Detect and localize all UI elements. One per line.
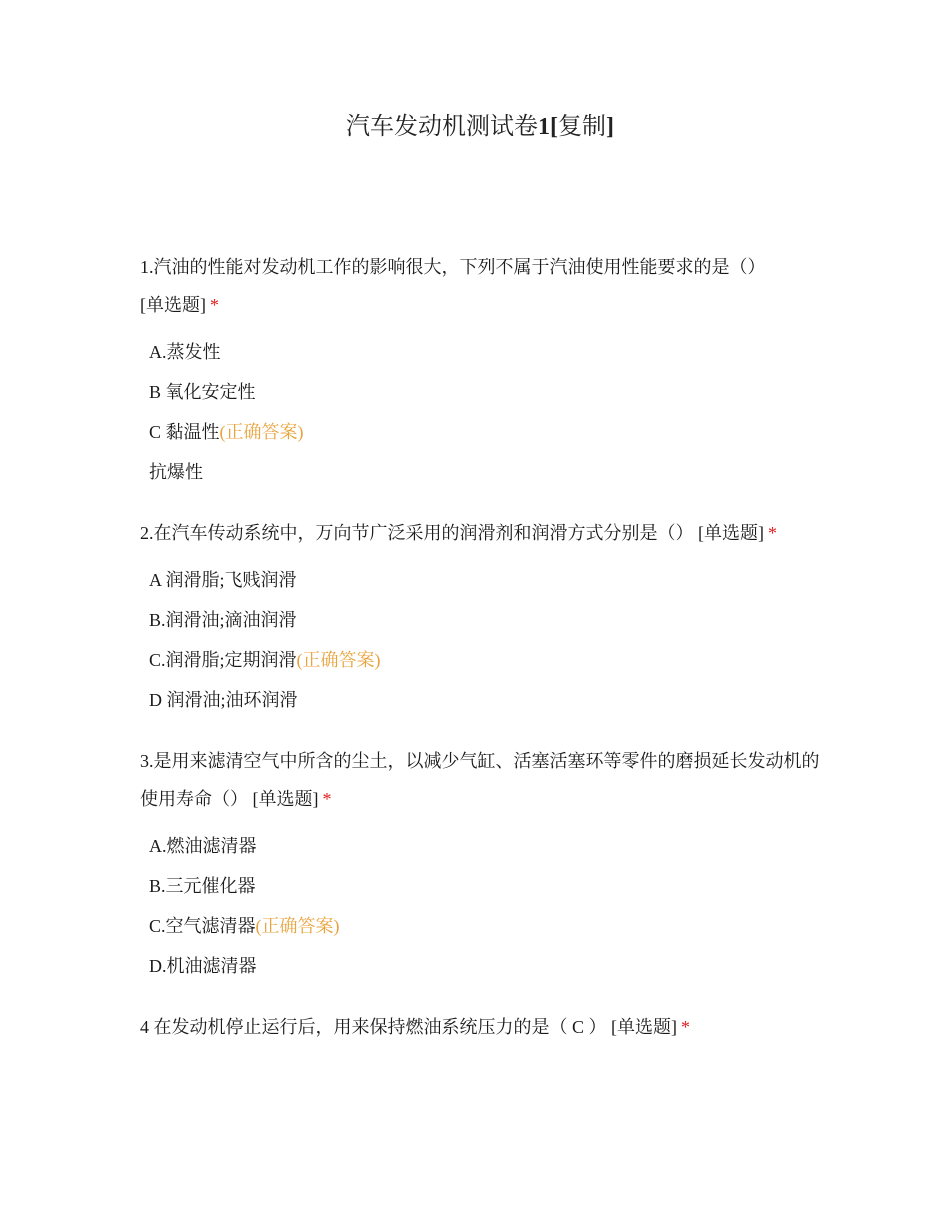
option-label: B.三元催化器 (149, 876, 256, 896)
question-type: [单选题] (611, 1017, 678, 1037)
option-a[interactable] (149, 560, 820, 600)
correct-answer-mark: (正确答案) (296, 650, 381, 670)
option-label: C 黏温性 (149, 422, 220, 442)
correct-answer-mark: (正确答案) (255, 916, 340, 936)
question-stem: 4 在发动机停止运行后，用来保持燃油系统压力的是（ C ） (140, 1017, 612, 1037)
option-d[interactable] (149, 680, 820, 720)
question-stem: 3.是用来滤清空气中所含的尘土，以减少气缸、活塞活塞环等零件的磨损延长发动机的使用寿命（） (140, 751, 820, 809)
option-c[interactable] (149, 640, 820, 680)
option-c[interactable] (149, 906, 820, 946)
option-d[interactable] (149, 452, 820, 492)
question-1 (140, 248, 820, 492)
option-label: A.燃油滤清器 (149, 836, 257, 856)
option-a[interactable] (149, 332, 820, 372)
question-stem: 2.在汽车传动系统中，万向节广泛采用的润滑剂和润滑方式分别是（） (140, 523, 698, 543)
option-label: 抗爆性 (149, 462, 203, 482)
option-label: A 润滑脂;飞贱润滑 (149, 570, 297, 590)
option-b[interactable] (149, 600, 820, 640)
question-2 (140, 514, 820, 720)
option-label: C.润滑脂;定期润滑 (149, 650, 297, 670)
option-list (140, 560, 820, 720)
option-label: B.润滑油;滴油润滑 (149, 610, 297, 630)
required-mark: * (210, 295, 219, 315)
question-text (140, 742, 820, 818)
option-label: B 氧化安定性 (149, 382, 256, 402)
required-mark: * (322, 789, 332, 809)
question-list (140, 248, 820, 1068)
title-prefix: 汽车发动机测试卷 (346, 114, 538, 140)
question-type: [单选题] (252, 789, 319, 809)
question-text (140, 248, 820, 324)
title-middle: 复制 (558, 114, 606, 140)
option-label: C.空气滤清器 (149, 916, 256, 936)
question-text (140, 1008, 820, 1046)
question-type: [单选题] (140, 295, 206, 315)
option-d[interactable] (149, 946, 820, 986)
title-bold: 1[ (538, 114, 558, 140)
option-label: D.机油滤清器 (149, 956, 257, 976)
option-a[interactable] (149, 826, 820, 866)
page-title (0, 110, 950, 144)
option-label: D 润滑油;油环润滑 (149, 690, 298, 710)
required-mark: * (681, 1017, 691, 1037)
question-text (140, 514, 820, 552)
option-label: A.蒸发性 (149, 342, 221, 362)
option-list (140, 332, 820, 492)
question-type: [单选题] (698, 523, 764, 543)
question-3 (140, 742, 820, 986)
correct-answer-mark: (正确答案) (219, 422, 304, 442)
option-c[interactable] (149, 412, 820, 452)
question-stem: 1.汽油的性能对发动机工作的影响很大，下列不属于汽油使用性能要求的是（） (140, 257, 766, 277)
title-suffix: ] (606, 114, 614, 140)
option-b[interactable] (149, 372, 820, 412)
required-mark: * (768, 523, 777, 543)
question-4 (140, 1008, 820, 1046)
option-b[interactable] (149, 866, 820, 906)
option-list (140, 826, 820, 986)
